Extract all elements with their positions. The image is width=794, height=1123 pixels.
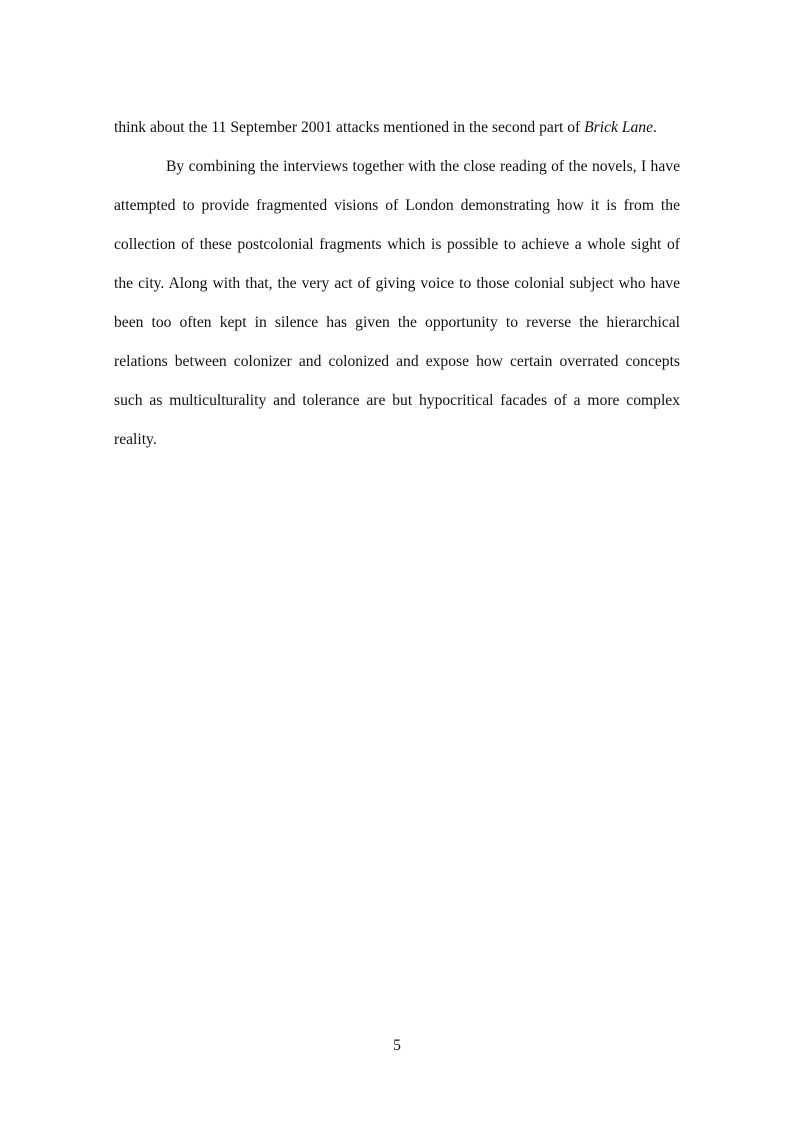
paragraph-1-text: think about the 11 September 2001 attacks mentioned in the second part of bbox=[114, 119, 585, 136]
paragraph-conclusion: By combining the interviews together with the close reading of the novels, I have attempted to provide fragmented visions of London demonstrating how it is from the collection of these postcolonial fragments which is possible to achieve a whole sight of the city. Along with that, the very act of giving voice to those colonial subject who have been too often kept in silence has given the opportunity to reverse the hierarchical relations between colonizer and colonized and expose how certain overrated concepts such as multiculturality and tolerance are but hypocritical facades of a more complex reality. bbox=[114, 158, 680, 448]
book-title: Brick Lane bbox=[584, 119, 654, 136]
page-number: 5 bbox=[393, 1037, 401, 1054]
paragraph-continuation bbox=[114, 108, 680, 147]
body-text bbox=[114, 108, 680, 459]
paragraph-1-end: . bbox=[653, 119, 657, 136]
